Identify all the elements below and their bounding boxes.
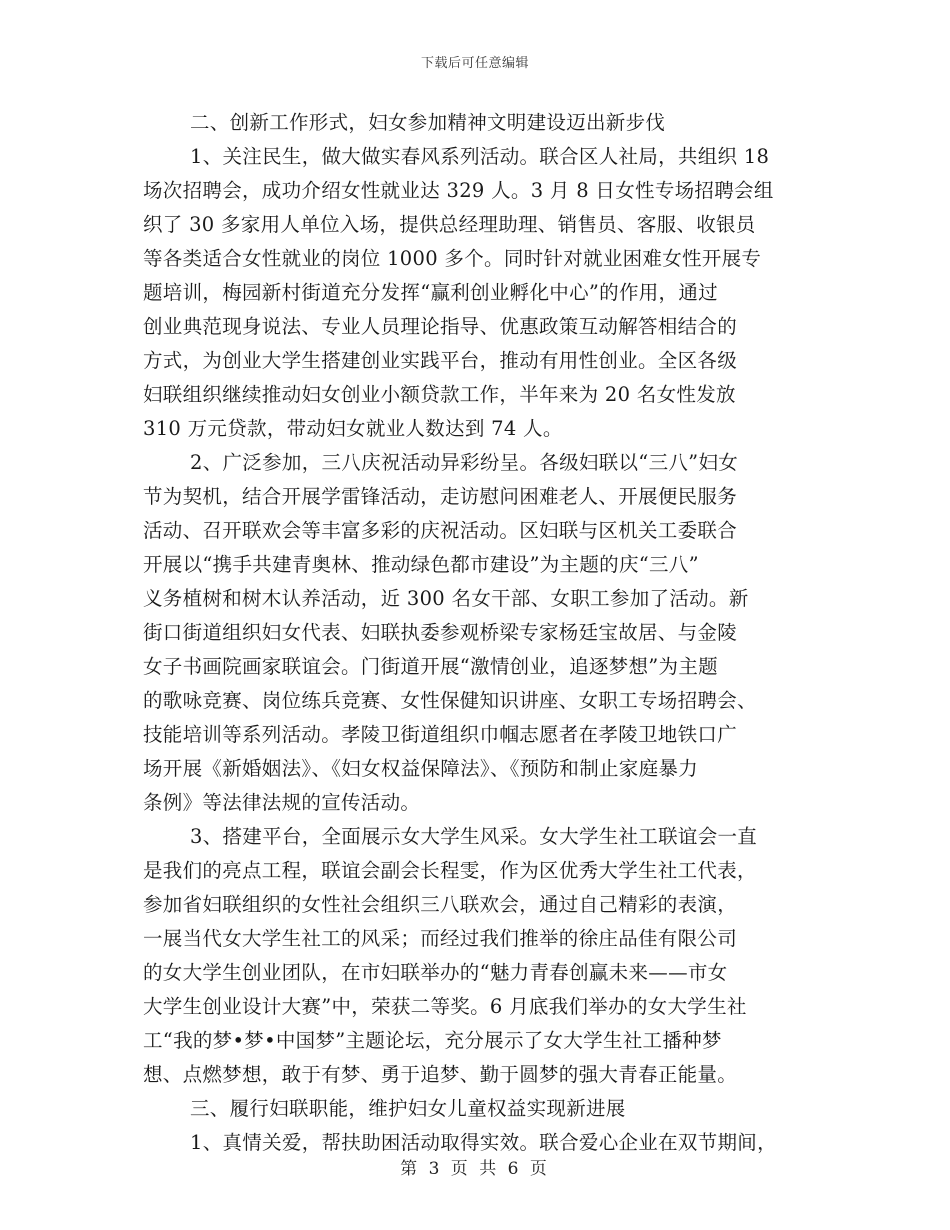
paragraph-line: 场开展《新婚姻法》、《妇女权益保障法》、《预防和制止家庭暴力	[143, 757, 699, 780]
paragraph-line: 创业典范现身说法、专业人员理论指导、优惠政策互动解答相结合的	[143, 315, 738, 338]
paragraph-line: 3、搭建平台，全面展示女大学生风采。女大学生社工联谊会一直	[190, 825, 758, 848]
section-heading-2: 二、创新工作形式，妇女参加精神文明建设迈出新步伐	[190, 111, 666, 134]
paragraph-line: 参加省妇联组织的女性社会组织三八联欢会，通过自己精彩的表演，	[143, 893, 738, 916]
paragraph-line: 妇联组织继续推动妇女创业小额贷款工作，半年来为 20 名女性发放	[143, 383, 736, 406]
section-heading-3: 三、履行妇联职能，维护妇女儿童权益实现新进展	[190, 1097, 626, 1120]
paragraph-line: 活动、召开联欢会等丰富多彩的庆祝活动。区妇联与区机关工委联合	[143, 519, 738, 542]
paragraph-line: 大学生创业设计大赛”中，荣获二等奖。6 月底我们举办的女大学生社	[143, 995, 747, 1018]
paragraph-line: 等各类适合女性就业的岗位 1000 多个。同时针对就业困难女性开展专	[143, 247, 762, 270]
paragraph-line: 2、广泛参加，三八庆祝活动异彩纷呈。各级妇联以“三八”妇女	[190, 451, 739, 474]
paragraph-line: 是我们的亮点工程，联谊会副会长程雯，作为区优秀大学生社工代表，	[143, 859, 757, 882]
paragraph-line: 场次招聘会，成功介绍女性就业达 329 人。3 月 8 日女性专场招聘会组	[143, 179, 774, 202]
paragraph-line: 开展以“携手共建青奥林、推动绿色都市建设”为主题的庆“三八”	[143, 553, 699, 576]
paragraph-line: 织了 30 多家用人单位入场，提供总经理助理、销售员、客服、收银员	[143, 213, 756, 236]
paragraph-line: 的女大学生创业团队，在市妇联举办的“魅力青春创赢未来——市女	[143, 961, 728, 984]
paragraph-line: 想、点燃梦想，敢于有梦、勇于追梦、勤于圆梦的强大青春正能量。	[143, 1063, 738, 1086]
paragraph-line: 方式，为创业大学生搭建创业实践平台，推动有用性创业。全区各级	[143, 349, 738, 372]
paragraph-line: 条例》等法律法规的宣传活动。	[143, 791, 421, 814]
paragraph-line: 街口街道组织妇女代表、妇联执委参观桥梁专家杨廷宝故居、与金陵	[143, 621, 738, 644]
page-number: 第 3 页 共 6 页	[400, 1159, 550, 1179]
paragraph-line: 义务植树和树木认养活动，近 300 名女干部、女职工参加了活动。新	[143, 587, 749, 610]
paragraph-line: 1、真情关爱，帮扶助困活动取得实效。联合爱心企业在双节期间，	[190, 1131, 777, 1154]
paragraph-line: 女子书画院画家联谊会。门街道开展“激情创业，追逐梦想”为主题	[143, 655, 718, 678]
paragraph-line: 一展当代女大学生社工的风采；而经过我们推举的徐庄品佳有限公司	[143, 927, 738, 950]
paragraph-line: 工“我的梦•梦•中国梦”主题论坛，充分展示了女大学生社工播种梦	[143, 1029, 722, 1052]
paragraph-line: 1、关注民生，做大做实春风系列活动。联合区人社局，共组织 18	[190, 145, 770, 168]
paragraph-line: 技能培训等系列活动。孝陵卫街道组织巾帼志愿者在孝陵卫地铁口广	[143, 723, 738, 746]
paragraph-line: 的歌咏竞赛、岗位练兵竞赛、女性保健知识讲座、女职工专场招聘会、	[143, 689, 757, 712]
paragraph-line: 310 万元贷款，带动妇女就业人数达到 74 人。	[143, 417, 563, 440]
paragraph-line: 节为契机，结合开展学雷锋活动，走访慰问困难老人、开展便民服务	[143, 485, 738, 508]
page-header: 下载后可任意编辑	[420, 56, 529, 71]
paragraph-line: 题培训，梅园新村街道充分发挥“赢利创业孵化中心”的作用，通过	[143, 281, 718, 304]
